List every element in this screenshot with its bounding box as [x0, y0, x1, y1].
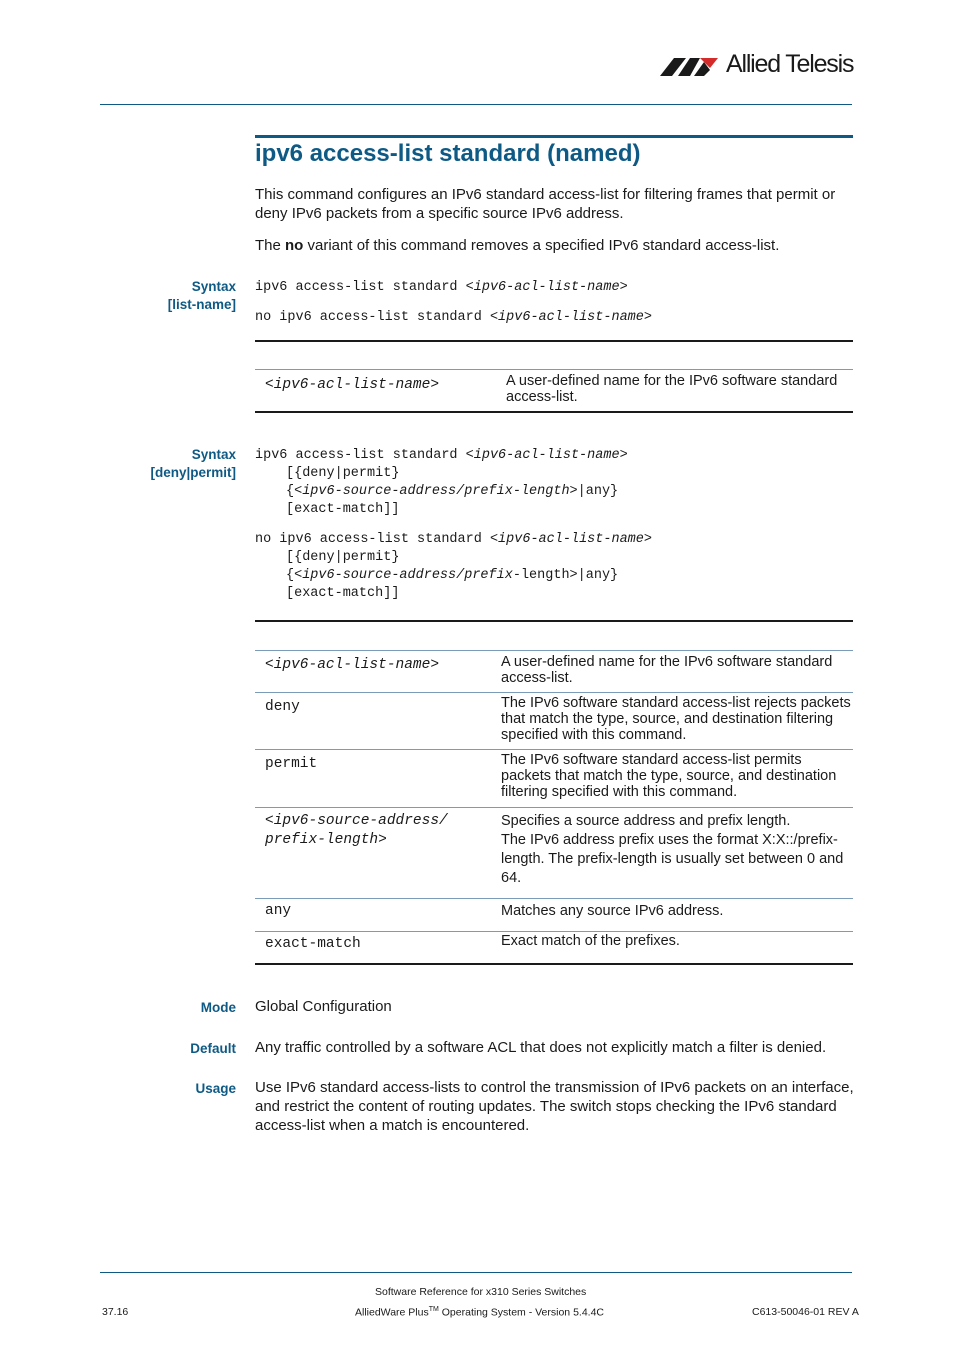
param-desc: The IPv6 software standard access-list permits packets that match the type, source, and destination filtering specified with this command. [501, 752, 837, 800]
no-variant-paragraph [255, 236, 855, 255]
param-desc: A user-defined name for the IPv6 software standard access-list. [501, 654, 833, 686]
mode-text: Global Configuration [255, 998, 392, 1015]
no-variant-pre: The [255, 237, 286, 254]
syntax-list-name-label [168, 278, 236, 314]
footer-rule [100, 1272, 852, 1273]
code-param: <ipv6-acl-list-name> [465, 448, 628, 463]
allied-telesis-logo [660, 50, 855, 80]
code-param: ipv6-source-address/prefix [302, 568, 513, 583]
param-term-line: prefix-length> [265, 832, 387, 848]
table-rule [255, 807, 853, 808]
param-desc-line: Specifies a source address and prefix length. [501, 813, 791, 829]
syntax-no-block [255, 531, 652, 603]
syntax-block [255, 447, 628, 519]
param-desc [501, 812, 853, 888]
intro-paragraph: This command configures an IPv6 standard access-list for filtering frames that permit or deny IPv6 packets from a specific source IPv6 address. [255, 186, 836, 222]
syntax-sublabel: [list-name] [167, 297, 236, 312]
table-rule [255, 931, 853, 932]
code-plain: ipv6 access-list standard [255, 448, 466, 463]
code-line [255, 483, 628, 501]
no-keyword: no [285, 237, 304, 254]
code-plain: no ipv6 access-list standard [255, 310, 490, 325]
table-rule [255, 963, 853, 965]
param-desc: A user-defined name for the IPv6 software standard access-list. [506, 373, 838, 405]
table-rule [255, 369, 853, 370]
code-plain: -length>|any} [512, 568, 619, 583]
table-rule [255, 340, 853, 342]
param-desc: Exact match of the prefixes. [501, 933, 680, 949]
page-number: 37.16 [102, 1306, 129, 1318]
code-plain: >|any} [569, 484, 619, 499]
code-line [255, 447, 628, 465]
page-title: ipv6 access-list standard (named) [255, 140, 641, 167]
code-line: [exact-match]] [286, 502, 400, 517]
footer-os-version [355, 1306, 604, 1319]
code-line: [{deny|permit} [286, 550, 400, 565]
header-rule [100, 104, 852, 105]
code-param: <ipv6-acl-list-name> [465, 280, 628, 295]
syntax-deny-permit-label [150, 446, 236, 482]
param-desc-line: The IPv6 address prefix uses the format X:X::/prefix-length. The prefix-length is usually set between 0 and 64. [501, 832, 844, 886]
usage-label: Usage [195, 1081, 236, 1096]
code-param: ipv6-source-address/prefix-length [302, 484, 570, 499]
default-label: Default [190, 1041, 236, 1056]
param-term [265, 812, 448, 850]
param-term: exact-match [265, 936, 361, 952]
footer-product: AlliedWare Plus [355, 1306, 429, 1319]
syntax-sublabel: [deny|permit] [150, 465, 236, 480]
default-text: Any traffic controlled by a software ACL that does not explicitly match a filter is denied. [255, 1039, 827, 1056]
footer-version: Operating System - Version 5.4.4C [438, 1306, 605, 1319]
footer-title: Software Reference for x310 Series Switches [375, 1286, 587, 1298]
syntax-label: Syntax [191, 447, 236, 462]
code-param: <ipv6-acl-list-name> [489, 310, 652, 325]
logo-mark-icon [660, 54, 724, 80]
param-term: deny [265, 699, 300, 715]
param-desc: Matches any source IPv6 address. [501, 903, 724, 919]
usage-text: Use IPv6 standard access-lists to control the transmission of IPv6 packets on an interface, and restrict the content of routing updates. The switch stops checking the IPv6 standard access-list when a match is encountered. [255, 1079, 854, 1134]
code-line [255, 531, 652, 549]
param-desc: The IPv6 software standard access-list rejects packets that match the type, source, and destination filtering specified with this command. [501, 695, 851, 743]
table-rule [255, 692, 853, 693]
table-rule [255, 411, 853, 413]
table-rule [255, 620, 853, 622]
param-term: <ipv6-acl-list-name> [265, 377, 440, 393]
param-term: any [265, 903, 292, 919]
no-variant-post: variant of this command removes a specified IPv6 standard access-list. [303, 237, 780, 254]
syntax-label: Syntax [191, 279, 236, 294]
title-rule [255, 135, 853, 138]
code-line: [{deny|permit} [286, 466, 400, 481]
syntax-no-line [255, 309, 652, 327]
code-plain: {< [286, 484, 303, 499]
syntax-line [255, 279, 628, 297]
table-rule [255, 898, 853, 899]
code-line: [exact-match]] [286, 586, 400, 601]
code-param: <ipv6-acl-list-name> [489, 532, 652, 547]
logo-text: Allied Telesis [726, 50, 854, 78]
doc-code: C613-50046-01 REV A [752, 1306, 859, 1318]
param-term: permit [265, 756, 318, 772]
code-plain: {< [286, 568, 303, 583]
mode-label: Mode [200, 1000, 236, 1015]
param-term: <ipv6-acl-list-name> [265, 657, 440, 673]
trademark: TM [428, 1306, 439, 1313]
table-rule [255, 749, 853, 750]
code-line [255, 567, 652, 585]
table-rule [255, 650, 853, 651]
code-plain: ipv6 access-list standard [255, 280, 466, 295]
code-plain: no ipv6 access-list standard [255, 532, 490, 547]
param-term-line: <ipv6-source-address/ [265, 813, 448, 829]
